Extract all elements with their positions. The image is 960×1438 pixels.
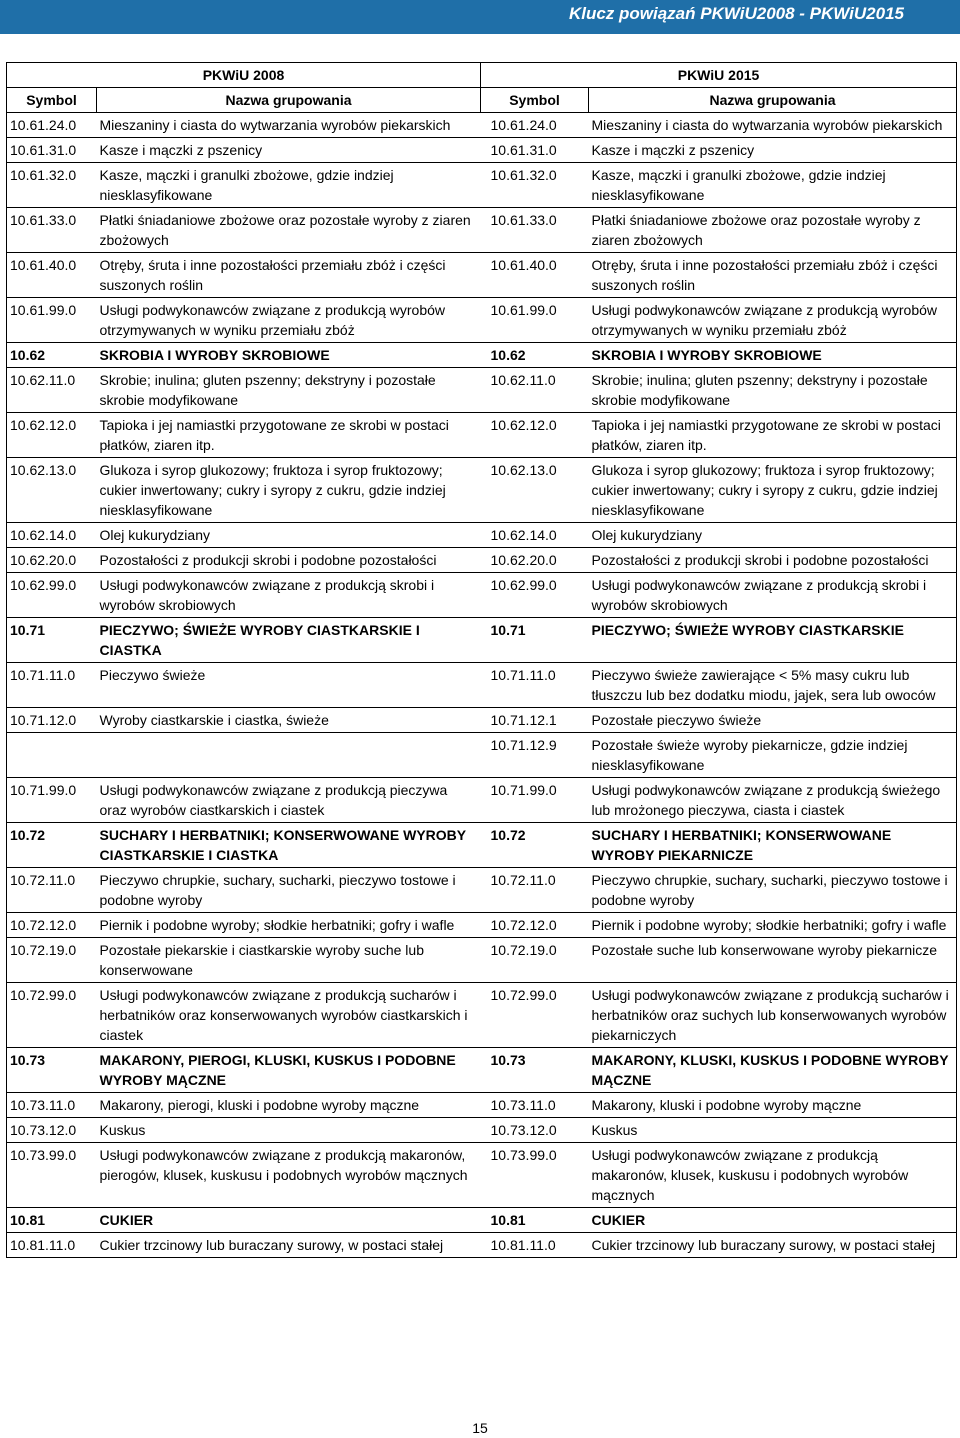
mapping-table <box>6 62 957 1258</box>
symbol-2008-cell: 10.61.40.0 <box>7 253 97 298</box>
symbol-2015-cell: 10.61.32.0 <box>481 163 589 208</box>
name-2008-cell: Pozostałe piekarskie i ciastkarskie wyroby suche lub konserwowane <box>97 938 481 983</box>
table-row <box>7 1048 957 1093</box>
name-2015-cell: Pozostałe pieczywo świeże <box>589 708 957 733</box>
symbol-2015-cell: 10.61.33.0 <box>481 208 589 253</box>
name-2008-cell: Płatki śniadaniowe zbożowe oraz pozostałe wyroby z ziaren zbożowych <box>97 208 481 253</box>
name-2015-cell: Kasze, mączki i granulki zbożowe, gdzie indziej niesklasyfikowane <box>589 163 957 208</box>
table-row <box>7 253 957 298</box>
symbol-2008-cell: 10.62.99.0 <box>7 573 97 618</box>
name-2015-cell: Glukoza i syrop glukozowy; fruktoza i syrop fruktozowy; cukier inwertowany; cukry i syropy z cukru, gdzie indziej niesklasyfikowane <box>589 458 957 523</box>
name-2008-cell: Kasze i mączki z pszenicy <box>97 138 481 163</box>
symbol-2015-cell: 10.71.12.1 <box>481 708 589 733</box>
name-2015-cell: Pozostałe suche lub konserwowane wyroby piekarnicze <box>589 938 957 983</box>
column-header-name-2015: Nazwa grupowania <box>589 88 957 113</box>
symbol-2015-cell: 10.71 <box>481 618 589 663</box>
name-2008-cell: Wyroby ciastkarskie i ciastka, świeże <box>97 708 481 733</box>
symbol-2008-cell: 10.81.11.0 <box>7 1233 97 1258</box>
symbol-2008-cell: 10.62 <box>7 343 97 368</box>
symbol-2008-cell: 10.62.12.0 <box>7 413 97 458</box>
symbol-2008-cell: 10.72.11.0 <box>7 868 97 913</box>
table-row <box>7 1208 957 1233</box>
name-2015-cell: SUCHARY I HERBATNIKI; KONSERWOWANE WYROBY PIEKARNICZE <box>589 823 957 868</box>
symbol-2015-cell: 10.61.31.0 <box>481 138 589 163</box>
name-2008-cell: Usługi podwykonawców związane z produkcją wyrobów otrzymywanych w wyniku przemiału zbóż <box>97 298 481 343</box>
symbol-2015-cell: 10.72.99.0 <box>481 983 589 1048</box>
symbol-2008-cell: 10.62.20.0 <box>7 548 97 573</box>
symbol-2008-cell: 10.73.99.0 <box>7 1143 97 1208</box>
document-title: Klucz powiązań PKWiU2008 - PKWiU2015 <box>568 4 904 23</box>
name-2015-cell: Kuskus <box>589 1118 957 1143</box>
name-2008-cell: Skrobie; inulina; gluten pszenny; dekstryny i pozostałe skrobie modyfikowane <box>97 368 481 413</box>
name-2015-cell: Płatki śniadaniowe zbożowe oraz pozostałe wyroby z ziaren zbożowych <box>589 208 957 253</box>
table-row <box>7 368 957 413</box>
symbol-2015-cell: 10.73.99.0 <box>481 1143 589 1208</box>
column-header-name-2008: Nazwa grupowania <box>97 88 481 113</box>
symbol-2008-cell: 10.73 <box>7 1048 97 1093</box>
symbol-2015-cell: 10.72 <box>481 823 589 868</box>
symbol-2015-cell: 10.61.40.0 <box>481 253 589 298</box>
table-row <box>7 163 957 208</box>
table-row <box>7 733 957 778</box>
symbol-2008-cell: 10.62.13.0 <box>7 458 97 523</box>
symbol-2015-cell: 10.71.11.0 <box>481 663 589 708</box>
name-2015-cell: Usługi podwykonawców związane z produkcją świeżego lub mrożonego pieczywa, ciasta i ciastek <box>589 778 957 823</box>
name-2015-cell: PIECZYWO; ŚWIEŻE WYROBY CIASTKARSKIE <box>589 618 957 663</box>
name-2008-cell: CUKIER <box>97 1208 481 1233</box>
table-row <box>7 113 957 138</box>
name-2008-cell: Otręby, śruta i inne pozostałości przemiału zbóż i części suszonych roślin <box>97 253 481 298</box>
name-2008-cell: SKROBIA I WYROBY SKROBIOWE <box>97 343 481 368</box>
symbol-2008-cell: 10.72 <box>7 823 97 868</box>
symbol-2015-cell: 10.62.99.0 <box>481 573 589 618</box>
name-2008-cell: MAKARONY, PIEROGI, KLUSKI, KUSKUS I PODOBNE WYROBY MĄCZNE <box>97 1048 481 1093</box>
name-2015-cell: Tapioka i jej namiastki przygotowane ze skrobi w postaci płatków, ziaren itp. <box>589 413 957 458</box>
symbol-2008-cell: 10.72.12.0 <box>7 913 97 938</box>
symbol-2008-cell: 10.61.24.0 <box>7 113 97 138</box>
name-2015-cell: MAKARONY, KLUSKI, KUSKUS I PODOBNE WYROBY MĄCZNE <box>589 1048 957 1093</box>
symbol-2015-cell: 10.71.12.9 <box>481 733 589 778</box>
symbol-2015-cell: 10.62 <box>481 343 589 368</box>
table-row <box>7 458 957 523</box>
name-2008-cell: Cukier trzcinowy lub buraczany surowy, w postaci stałej <box>97 1233 481 1258</box>
table-row <box>7 913 957 938</box>
group-header-2015: PKWiU 2015 <box>481 63 957 88</box>
name-2008-cell: Kuskus <box>97 1118 481 1143</box>
column-header-symbol-2015: Symbol <box>481 88 589 113</box>
symbol-2008-cell: 10.73.11.0 <box>7 1093 97 1118</box>
name-2008-cell: Tapioka i jej namiastki przygotowane ze skrobi w postaci płatków, ziaren itp. <box>97 413 481 458</box>
table-row <box>7 138 957 163</box>
symbol-2015-cell: 10.81 <box>481 1208 589 1233</box>
symbol-2015-cell: 10.73.11.0 <box>481 1093 589 1118</box>
symbol-2015-cell: 10.81.11.0 <box>481 1233 589 1258</box>
symbol-2008-cell: 10.62.14.0 <box>7 523 97 548</box>
symbol-2015-cell: 10.62.20.0 <box>481 548 589 573</box>
table-row <box>7 548 957 573</box>
name-2015-cell: Usługi podwykonawców związane z produkcją makaronów, klusek, kuskusu i podobnych wyrobów mącznych <box>589 1143 957 1208</box>
symbol-2008-cell <box>7 733 97 778</box>
symbol-2008-cell: 10.61.31.0 <box>7 138 97 163</box>
table-row <box>7 663 957 708</box>
table-row <box>7 1233 957 1258</box>
symbol-2015-cell: 10.72.11.0 <box>481 868 589 913</box>
symbol-2008-cell: 10.81 <box>7 1208 97 1233</box>
name-2008-cell: PIECZYWO; ŚWIEŻE WYROBY CIASTKARSKIE I CIASTKA <box>97 618 481 663</box>
column-header-symbol-2008: Symbol <box>7 88 97 113</box>
table-row <box>7 523 957 548</box>
name-2008-cell: Pieczywo świeże <box>97 663 481 708</box>
symbol-2015-cell: 10.61.99.0 <box>481 298 589 343</box>
name-2015-cell: Usługi podwykonawców związane z produkcją wyrobów otrzymywanych w wyniku przemiału zbóż <box>589 298 957 343</box>
symbol-2015-cell: 10.71.99.0 <box>481 778 589 823</box>
symbol-2008-cell: 10.71.11.0 <box>7 663 97 708</box>
group-header-2008: PKWiU 2008 <box>7 63 481 88</box>
mapping-table-container <box>6 62 956 1258</box>
name-2015-cell: Usługi podwykonawców związane z produkcją skrobi i wyrobów skrobiowych <box>589 573 957 618</box>
name-2015-cell: SKROBIA I WYROBY SKROBIOWE <box>589 343 957 368</box>
name-2008-cell: Pieczywo chrupkie, suchary, sucharki, pieczywo tostowe i podobne wyroby <box>97 868 481 913</box>
table-row <box>7 1143 957 1208</box>
name-2008-cell: Kasze, mączki i granulki zbożowe, gdzie indziej niesklasyfikowane <box>97 163 481 208</box>
name-2008-cell: Usługi podwykonawców związane z produkcją makaronów, pierogów, klusek, kuskusu i podobnych wyrobów mącznych <box>97 1143 481 1208</box>
table-row <box>7 778 957 823</box>
symbol-2008-cell: 10.72.19.0 <box>7 938 97 983</box>
symbol-2008-cell: 10.61.33.0 <box>7 208 97 253</box>
table-body <box>7 113 957 1258</box>
name-2008-cell: Usługi podwykonawców związane z produkcją sucharów i herbatników oraz konserwowanych wyrobów ciastkarskich i ciastek <box>97 983 481 1048</box>
name-2015-cell: Pieczywo chrupkie, suchary, sucharki, pieczywo tostowe i podobne wyroby <box>589 868 957 913</box>
name-2015-cell: Pozostałości z produkcji skrobi i podobne pozostałości <box>589 548 957 573</box>
symbol-2015-cell: 10.73 <box>481 1048 589 1093</box>
name-2015-cell: CUKIER <box>589 1208 957 1233</box>
name-2008-cell: Mieszaniny i ciasta do wytwarzania wyrobów piekarskich <box>97 113 481 138</box>
name-2008-cell <box>97 733 481 778</box>
table-row <box>7 983 957 1048</box>
name-2008-cell: SUCHARY I HERBATNIKI; KONSERWOWANE WYROBY CIASTKARSKIE I CIASTKA <box>97 823 481 868</box>
name-2015-cell: Pozostałe świeże wyroby piekarnicze, gdzie indziej niesklasyfikowane <box>589 733 957 778</box>
name-2008-cell: Makarony, pierogi, kluski i podobne wyroby mączne <box>97 1093 481 1118</box>
name-2008-cell: Usługi podwykonawców związane z produkcją pieczywa oraz wyrobów ciastkarskich i ciastek <box>97 778 481 823</box>
symbol-2008-cell: 10.72.99.0 <box>7 983 97 1048</box>
name-2015-cell: Kasze i mączki z pszenicy <box>589 138 957 163</box>
name-2008-cell: Usługi podwykonawców związane z produkcją skrobi i wyrobów skrobiowych <box>97 573 481 618</box>
name-2015-cell: Mieszaniny i ciasta do wytwarzania wyrobów piekarskich <box>589 113 957 138</box>
symbol-2008-cell: 10.61.99.0 <box>7 298 97 343</box>
symbol-2015-cell: 10.62.11.0 <box>481 368 589 413</box>
table-row <box>7 208 957 253</box>
table-row <box>7 938 957 983</box>
symbol-2008-cell: 10.73.12.0 <box>7 1118 97 1143</box>
symbol-2015-cell: 10.72.12.0 <box>481 913 589 938</box>
name-2008-cell: Glukoza i syrop glukozowy; fruktoza i syrop fruktozowy; cukier inwertowany; cukry i syropy z cukru, gdzie indziej niesklasyfikowane <box>97 458 481 523</box>
symbol-2015-cell: 10.62.12.0 <box>481 413 589 458</box>
symbol-2015-cell: 10.72.19.0 <box>481 938 589 983</box>
table-row <box>7 413 957 458</box>
page-number: 15 <box>472 1420 488 1436</box>
symbol-2008-cell: 10.71 <box>7 618 97 663</box>
symbol-2008-cell: 10.62.11.0 <box>7 368 97 413</box>
table-row <box>7 343 957 368</box>
table-row <box>7 1118 957 1143</box>
table-row <box>7 298 957 343</box>
table-row <box>7 708 957 733</box>
name-2015-cell: Piernik i podobne wyroby; słodkie herbatniki; gofry i wafle <box>589 913 957 938</box>
name-2015-cell: Otręby, śruta i inne pozostałości przemiału zbóż i części suszonych roślin <box>589 253 957 298</box>
symbol-2008-cell: 10.61.32.0 <box>7 163 97 208</box>
symbol-2015-cell: 10.62.14.0 <box>481 523 589 548</box>
table-row <box>7 868 957 913</box>
name-2008-cell: Olej kukurydziany <box>97 523 481 548</box>
symbol-2008-cell: 10.71.99.0 <box>7 778 97 823</box>
name-2015-cell: Olej kukurydziany <box>589 523 957 548</box>
table-row <box>7 823 957 868</box>
name-2015-cell: Skrobie; inulina; gluten pszenny; dekstryny i pozostałe skrobie modyfikowane <box>589 368 957 413</box>
table-row <box>7 573 957 618</box>
name-2008-cell: Piernik i podobne wyroby; słodkie herbatniki; gofry i wafle <box>97 913 481 938</box>
header-bar <box>0 0 960 34</box>
table-row <box>7 618 957 663</box>
name-2015-cell: Cukier trzcinowy lub buraczany surowy, w postaci stałej <box>589 1233 957 1258</box>
name-2015-cell: Makarony, kluski i podobne wyroby mączne <box>589 1093 957 1118</box>
table-row <box>7 1093 957 1118</box>
symbol-2015-cell: 10.73.12.0 <box>481 1118 589 1143</box>
symbol-2015-cell: 10.61.24.0 <box>481 113 589 138</box>
symbol-2015-cell: 10.62.13.0 <box>481 458 589 523</box>
name-2015-cell: Usługi podwykonawców związane z produkcją sucharów i herbatników oraz suchych lub konserwowanych wyrobów piekarniczych <box>589 983 957 1048</box>
symbol-2008-cell: 10.71.12.0 <box>7 708 97 733</box>
name-2008-cell: Pozostałości z produkcji skrobi i podobne pozostałości <box>97 548 481 573</box>
name-2015-cell: Pieczywo świeże zawierające < 5% masy cukru lub tłuszczu lub bez dodatku miodu, jajek, sera lub owoców <box>589 663 957 708</box>
